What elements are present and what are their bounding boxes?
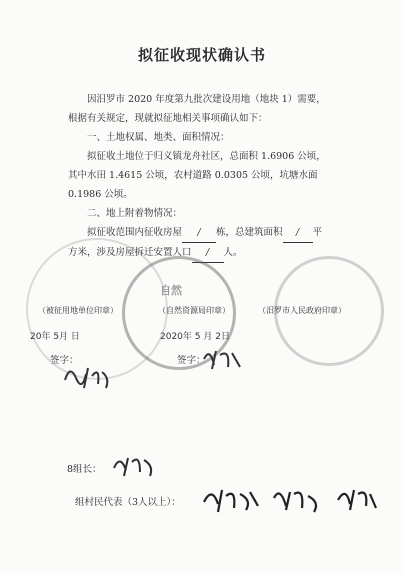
section1-line-2: 其中水田 1.4615 公顷，农村道路 0.0305 公顷，坑塘水面 xyxy=(68,170,318,181)
section2-text-a: 拟征收范围内征收房屋 xyxy=(87,227,183,238)
land-user-stamp-label: （被征用地单位印章） xyxy=(38,306,118,315)
intro-line-1: 因汨罗市 2020 年度第九批次建设用地（地块 1）需要， xyxy=(87,94,326,105)
resources-bureau-stamp-label: （自然资源局印章） xyxy=(158,306,230,315)
section2-text-c: 平 xyxy=(312,227,323,238)
seal-text: 自然 xyxy=(160,284,182,297)
section1-heading: 一、土地权属、地类、面积情况： xyxy=(87,132,230,143)
section2-text-d: 方米，涉及房屋拆迁安置人口 xyxy=(68,247,192,258)
house-count-blank: / xyxy=(182,223,216,243)
document-title: 拟征收现状确认书 xyxy=(137,46,266,64)
section1-line-1: 拟征收土地位于归义镇龙舟社区，总面积 1.6906 公顷， xyxy=(87,151,326,162)
resources-bureau-date: 2020年 5 月 2日 xyxy=(160,332,230,342)
land-user-date: 20年 5月 日 xyxy=(30,332,80,342)
city-government-stamp-label: （汨罗市人民政府印章） xyxy=(258,306,346,315)
section2-text-e: 人。 xyxy=(223,247,243,258)
handwritten-signature-1 xyxy=(62,360,114,392)
representative-signature-2 xyxy=(270,484,330,516)
signature-label-1: 签字： xyxy=(50,355,79,366)
section1-line-3: 0.1986 公顷。 xyxy=(68,189,133,200)
villager-representatives-label: 组村民代表（3人以上）： xyxy=(75,497,181,508)
representative-signature-3 xyxy=(334,484,380,516)
handwritten-signature-2 xyxy=(200,345,244,373)
group-leader-label: 8组长： xyxy=(67,464,102,475)
intro-line-2: 根据有关规定，现就拟征地相关事项确认如下： xyxy=(68,113,268,124)
representative-signature-1 xyxy=(200,484,264,516)
signature-label-2: 签字： xyxy=(177,355,206,366)
section2-heading: 二、地上附着物情况： xyxy=(87,208,183,219)
section2-text-b: 栋，总建筑面积 xyxy=(216,227,283,238)
document-body xyxy=(68,90,360,263)
group-leader-signature xyxy=(110,452,158,480)
population-blank: / xyxy=(192,243,224,263)
building-area-blank: / xyxy=(283,223,313,243)
